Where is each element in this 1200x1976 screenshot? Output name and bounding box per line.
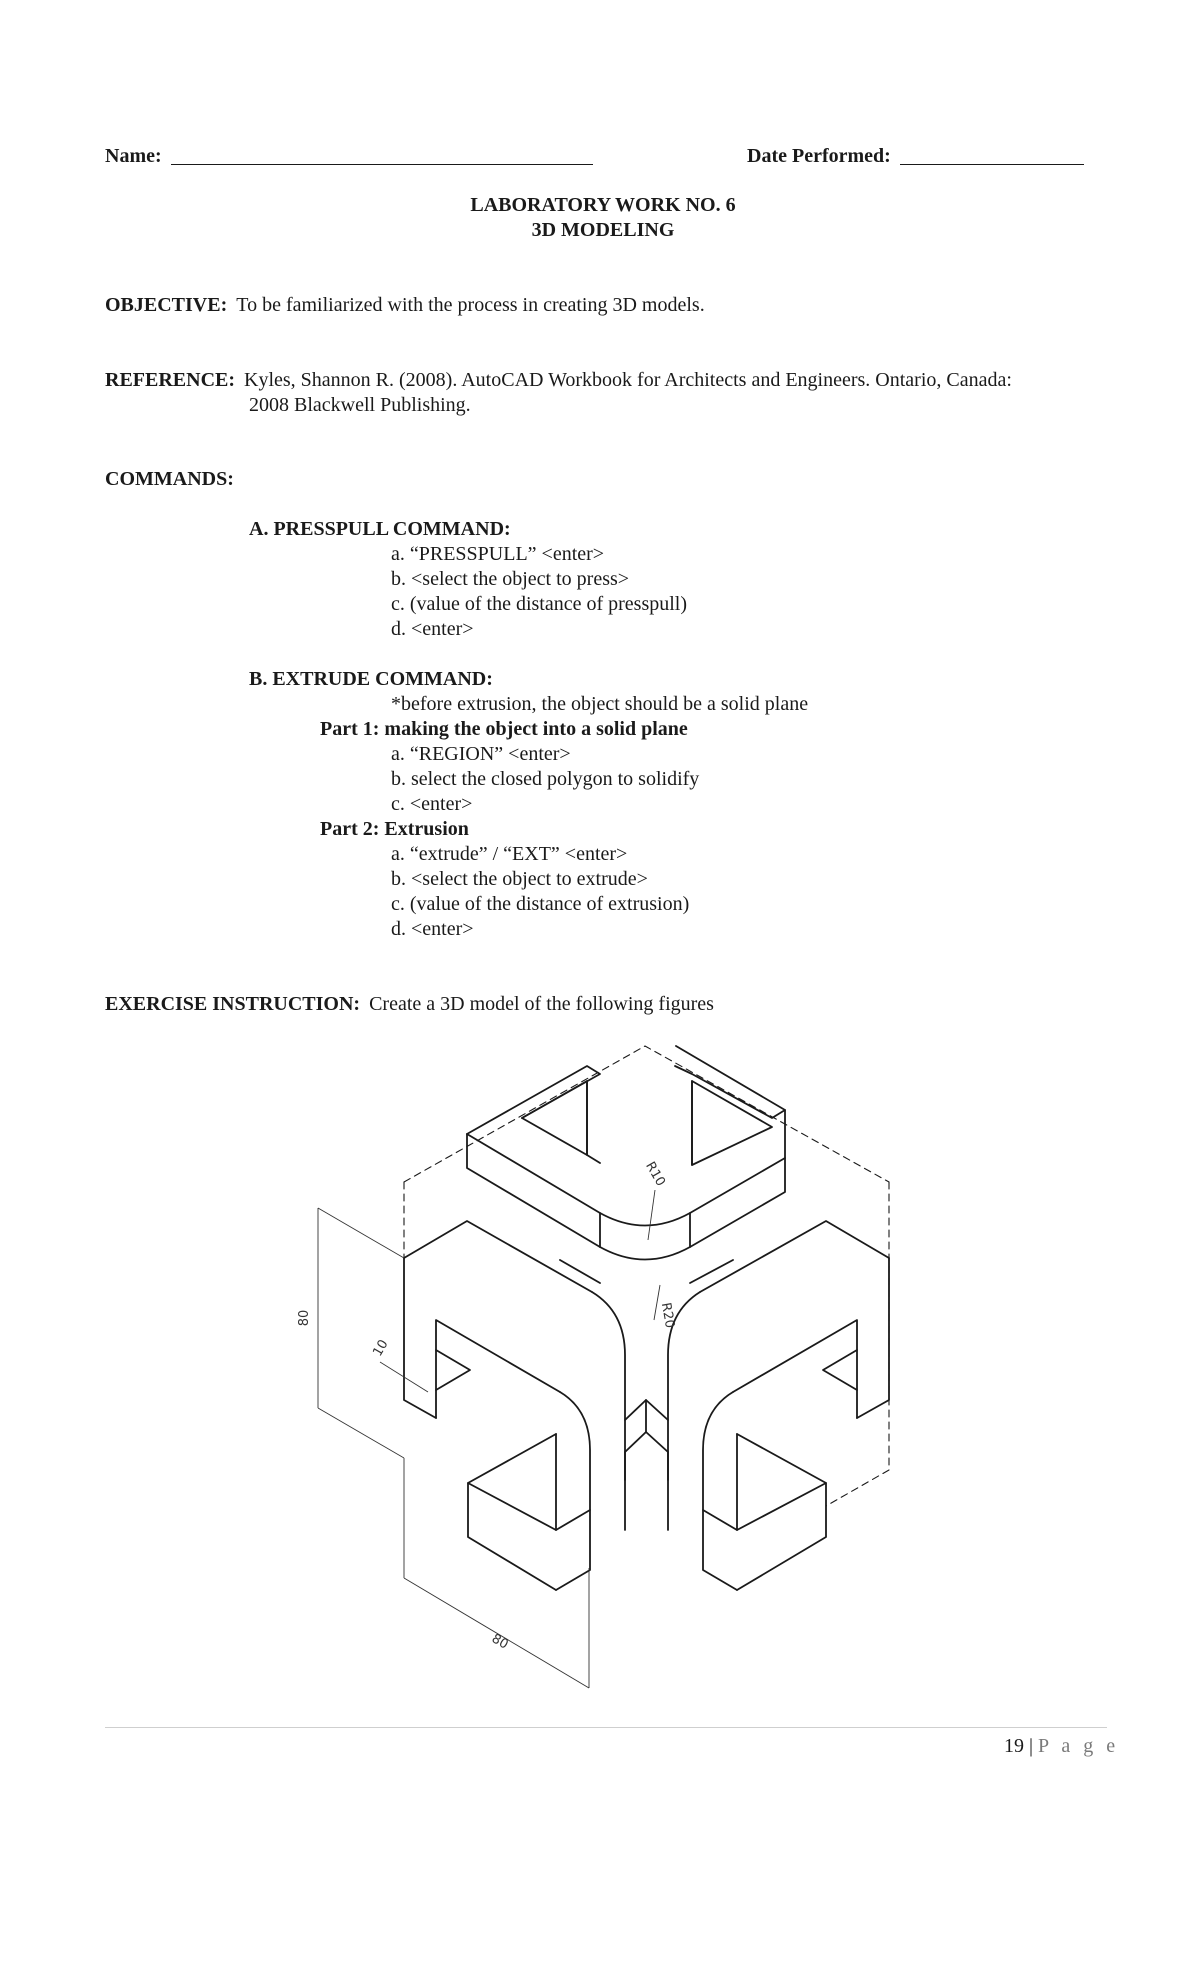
part1-step: b. select the closed polygon to solidify <box>391 768 700 790</box>
commands-label: COMMANDS: <box>105 468 234 490</box>
dim-thickness-label: 10 <box>370 1337 392 1360</box>
part2-step: b. <select the object to extrude> <box>391 868 648 890</box>
left-block <box>404 1221 625 1590</box>
reference-line-2: 2008 Blackwell Publishing. <box>249 394 471 416</box>
reference-label: REFERENCE: <box>105 369 236 391</box>
page-number-separator: | <box>1029 1735 1034 1757</box>
part2-heading: Part 2: Extrusion <box>320 818 469 840</box>
exercise-label: EXERCISE INSTRUCTION: <box>105 993 361 1015</box>
footer-rule <box>105 1727 1107 1728</box>
dim-width-label: 80 <box>488 1631 511 1653</box>
hexagon-outline <box>404 1046 889 1506</box>
part2-step: d. <enter> <box>391 918 474 940</box>
exercise-text: Create a 3D model of the following figures <box>369 993 714 1015</box>
presspull-step: a. “PRESSPULL” <enter> <box>391 543 605 565</box>
part1-step: a. “REGION” <enter> <box>391 743 571 765</box>
page-number-value: 19 <box>1004 1735 1024 1757</box>
part1-heading: Part 1: making the object into a solid plane <box>320 718 688 740</box>
page-number <box>1004 1734 1119 1759</box>
presspull-step: b. <select the object to press> <box>391 568 630 590</box>
part2-step: c. (value of the distance of extrusion) <box>391 893 690 915</box>
top-block <box>467 1046 785 1260</box>
reference-line-1: Kyles, Shannon R. (2008). AutoCAD Workbook for Architects and Engineers. Ontario, Canada: <box>244 369 1012 391</box>
center-junction <box>560 1260 733 1480</box>
presspull-step: c. (value of the distance of presspull) <box>391 593 688 615</box>
page-subtitle: 3D MODELING <box>531 219 675 241</box>
objective-text: To be familiarized with the process in creating 3D models. <box>236 294 705 316</box>
dim-height-label: 80 <box>297 1309 312 1327</box>
name-label: Name: <box>105 145 162 167</box>
page-title: LABORATORY WORK NO. 6 <box>470 194 736 216</box>
objective-label: OBJECTIVE: <box>105 294 228 316</box>
page-word: P a g e <box>1038 1735 1120 1757</box>
presspull-step: d. <enter> <box>391 618 474 640</box>
dim-radius-large-label: R20 <box>657 1301 678 1330</box>
part2-step: a. “extrude” / “EXT” <enter> <box>391 843 628 865</box>
presspull-heading: A. PRESSPULL COMMAND: <box>249 518 511 540</box>
date-label: Date Performed: <box>747 145 891 167</box>
extrude-note: *before extrusion, the object should be a solid plane <box>391 693 809 715</box>
extrude-heading: B. EXTRUDE COMMAND: <box>249 668 493 690</box>
part1-step: c. <enter> <box>391 793 473 815</box>
dim-radius-small-label: R10 <box>642 1159 668 1190</box>
